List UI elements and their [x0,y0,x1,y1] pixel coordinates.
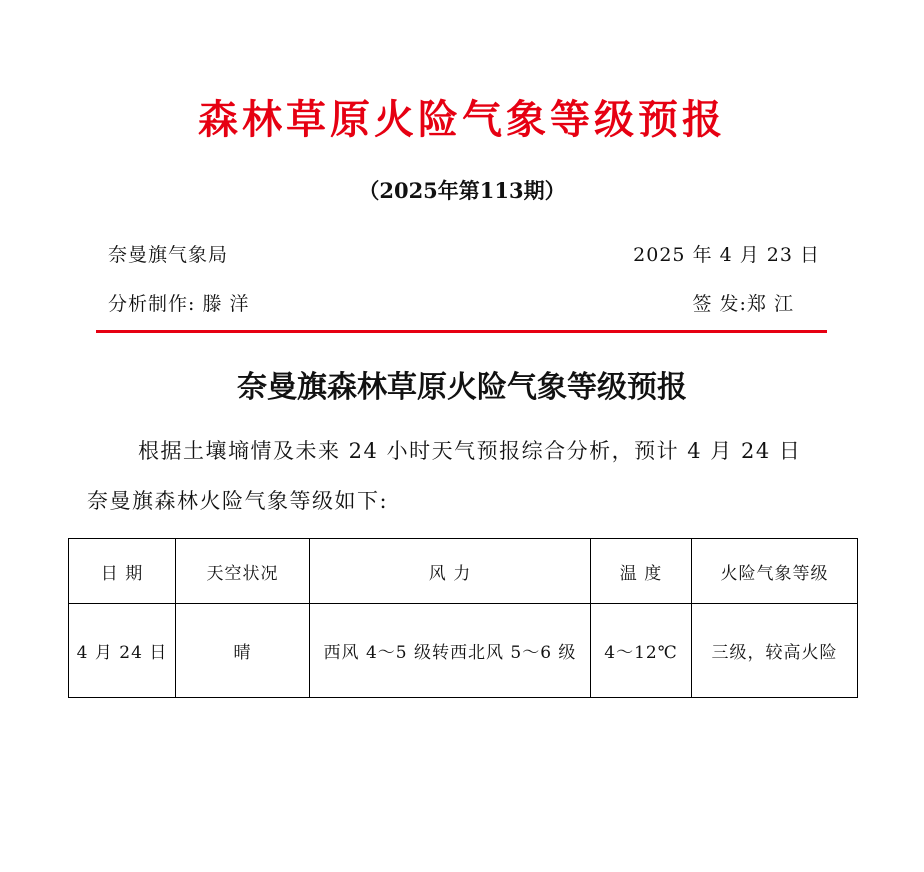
issue-number: （2025年第113期） [358,178,566,203]
paragraph-line-2: 奈曼旗森林火险气象等级如下: [87,489,389,513]
cell-wind: 西风 4～5 级转西北风 5～6 级 [310,604,591,698]
forecast-table [68,538,858,698]
issuer: 奈曼旗气象局 [108,244,229,266]
header-sky: 天空状况 [176,539,310,604]
header-fire-level: 火险气象等级 [692,539,858,604]
signer: 签 发:郑 江 [692,293,794,315]
analyst: 分析制作: 滕 洋 [108,293,250,315]
cell-sky: 晴 [176,604,310,698]
table-row [69,604,858,698]
cell-temperature: 4～12℃ [591,604,692,698]
forecast-subtitle: 奈曼旗森林草原火险气象等级预报 [237,370,687,405]
document-title: 森林草原火险气象等级预报 [198,97,726,143]
issue-date: 2025 年 4 月 23 日 [633,244,820,266]
table-header-row [69,539,858,604]
header-wind: 风 力 [310,539,591,604]
paragraph-line-1: 根据土壤墒情及未来 24 小时天气预报综合分析，预计 4 月 24 日 [138,439,802,463]
header-temperature: 温 度 [591,539,692,604]
cell-date: 4 月 24 日 [69,604,176,698]
header-divider [96,330,827,333]
header-date: 日 期 [69,539,176,604]
cell-fire-level: 三级，较高火险 [692,604,858,698]
